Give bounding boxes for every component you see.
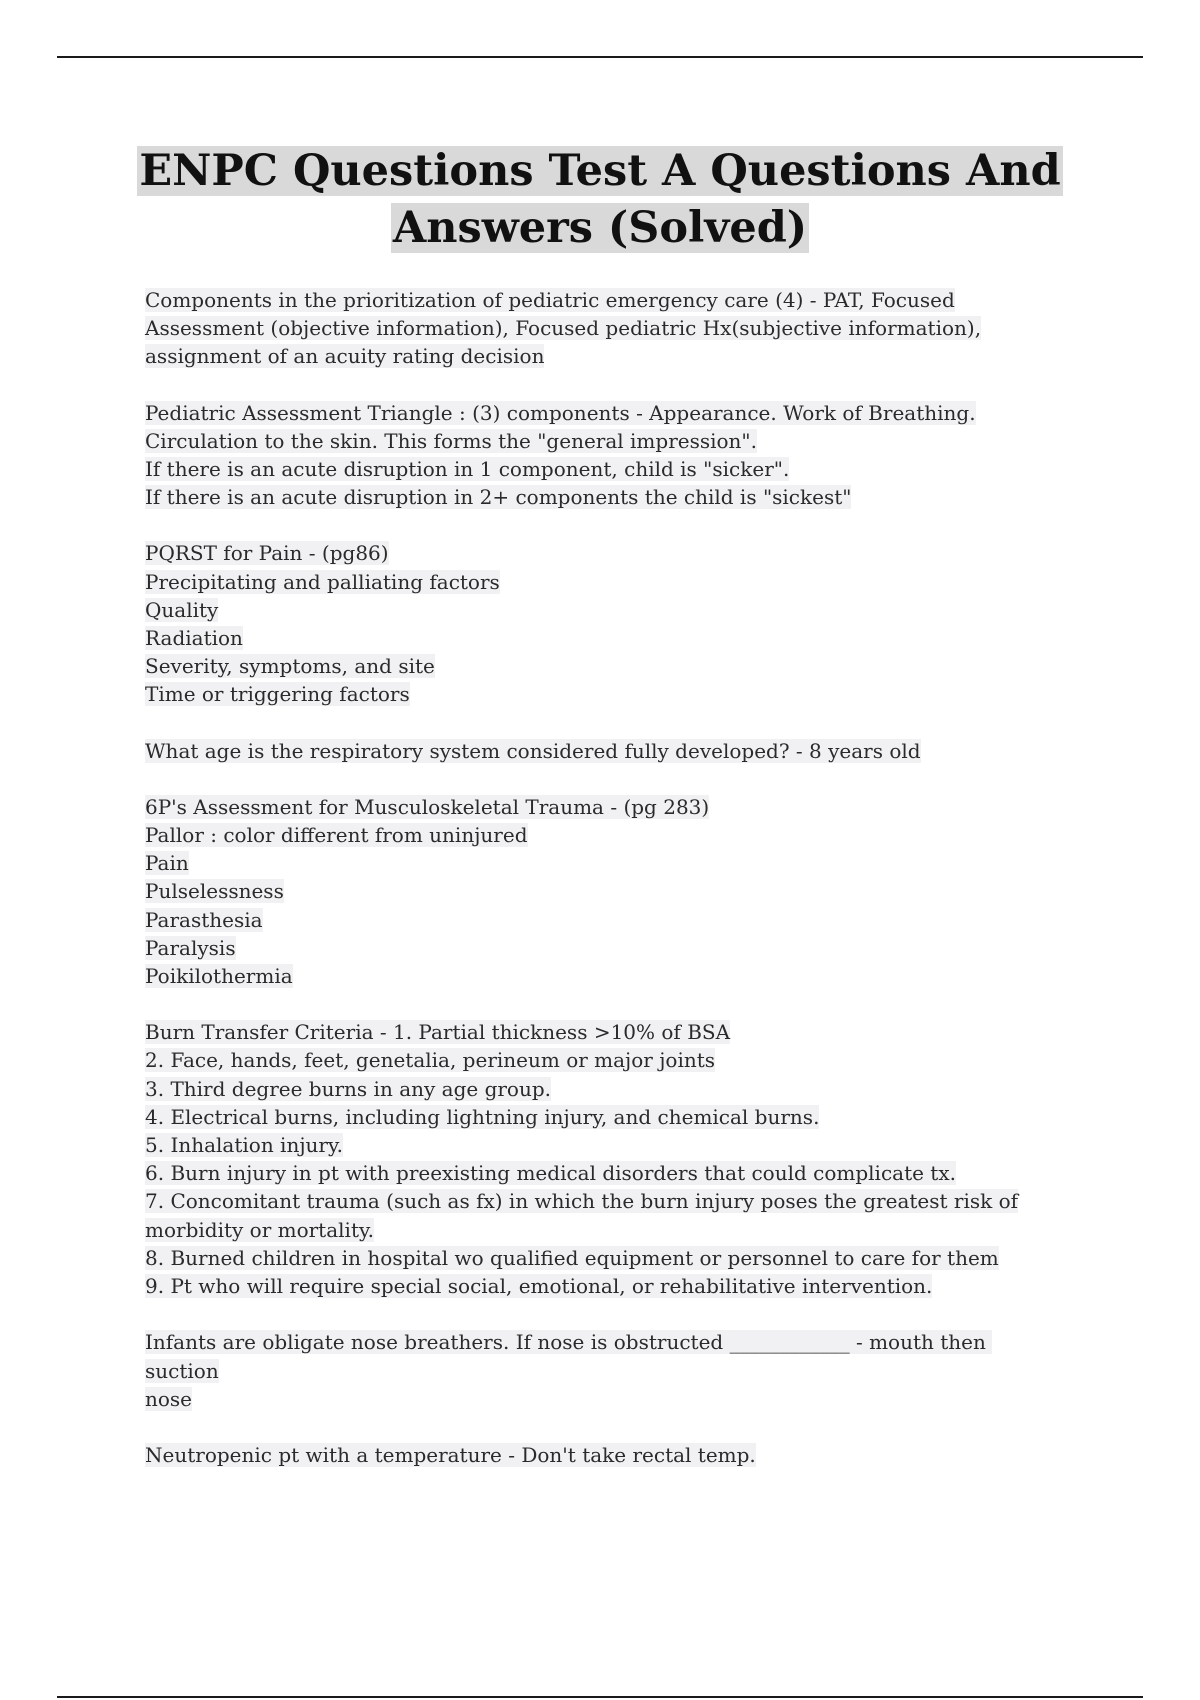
qa-line [145,877,1065,905]
qa-line-text: Burn Transfer Criteria - 1. Partial thickness >10% of BSA [145,1020,731,1045]
qa-line-text: Poikilothermia [145,964,293,989]
qa-line-text: If there is an acute disruption in 1 component, child is "sicker". [145,457,790,482]
qa-line-text: 8. Burned children in hospital wo qualified equipment or personnel to care for them [145,1245,999,1270]
qa-line [145,680,1065,708]
qa-line-text: Precipitating and palliating factors [145,569,500,594]
qa-line [145,483,1065,511]
qa-line-text: Circulation to the skin. This forms the "general impression". [145,428,757,453]
qa-line-text: What age is the respiratory system considered fully developed? - 8 years old [145,738,921,763]
qa-line [145,539,1065,567]
qa-entry [145,399,1065,512]
qa-line [145,793,1065,821]
qa-line [145,906,1065,934]
qa-line-text: Pulselessness [145,879,284,904]
qa-line [145,455,1065,483]
bottom-rule [57,1696,1143,1698]
qa-line-text: Quality [145,597,219,622]
qa-line [145,962,1065,990]
qa-line-text: 3. Third degree burns in any age group. [145,1076,552,1101]
qa-line [145,1216,1065,1244]
qa-line-text: 4. Electrical burns, including lightning injury, and chemical burns. [145,1104,820,1129]
qa-line [145,1385,1065,1413]
title-line-2: Answers (Solved) [392,203,808,253]
qa-line-text: 9. Pt who will require special social, emotional, or rehabilitative intervention. [145,1274,933,1299]
qa-line-text: Severity, symptoms, and site [145,654,435,679]
qa-line-text: 2. Face, hands, feet, genetalia, perineum or major joints [145,1048,716,1073]
qa-line-text: Radiation [145,626,243,651]
qa-line [145,1103,1065,1131]
qa-line [145,1131,1065,1159]
qa-line-text: Neutropenic pt with a temperature - Don't take rectal temp. [145,1442,756,1467]
qa-line [145,1159,1065,1187]
qa-line [145,737,1065,765]
qa-line [145,1244,1065,1272]
qa-line [145,849,1065,877]
qa-line-text: assignment of an acuity rating decision [145,344,545,369]
qa-line-text: morbidity or mortality. [145,1217,374,1242]
qa-line [145,314,1065,342]
question-answer-list [145,286,1065,1497]
qa-line [145,1441,1065,1469]
qa-line [145,1018,1065,1046]
qa-line-text: Pallor : color different from uninjured [145,823,528,848]
qa-line-text: 5. Inhalation injury. [145,1133,343,1158]
qa-entry [145,286,1065,371]
qa-line [145,1272,1065,1300]
qa-line [145,1075,1065,1103]
qa-line [145,596,1065,624]
qa-line-text: Components in the prioritization of pediatric emergency care (4) - PAT, Focused [145,288,955,312]
qa-line [145,1187,1065,1215]
page-title [100,143,1100,257]
qa-line [145,342,1065,370]
qa-entry [145,793,1065,990]
qa-line [145,934,1065,962]
qa-line-text: Pediatric Assessment Triangle : (3) components - Appearance. Work of Breathing. [145,400,976,425]
qa-line-text: Time or triggering factors [145,682,410,707]
qa-line-text: Pain [145,851,189,876]
qa-entry [145,539,1065,708]
qa-line [145,1328,1065,1384]
qa-entry [145,1328,1065,1413]
qa-line [145,568,1065,596]
qa-line-text: 6. Burn injury in pt with preexisting medical disorders that could complicate tx. [145,1161,956,1186]
qa-line-text: PQRST for Pain - (pg86) [145,541,389,566]
qa-line [145,286,1065,314]
qa-line-text: nose [145,1386,193,1411]
qa-line [145,427,1065,455]
qa-line-text: Infants are obligate nose breathers. If nose is obstructed ____________ - mouth then suction [145,1330,993,1383]
top-rule [57,56,1143,58]
qa-line-text: 6P's Assessment for Musculoskeletal Trauma - (pg 283) [145,794,710,819]
qa-entry [145,1018,1065,1300]
qa-line-text: Parasthesia [145,907,263,932]
qa-line [145,624,1065,652]
qa-line-text: Paralysis [145,935,236,960]
qa-line [145,1046,1065,1074]
qa-line-text: Assessment (objective information), Focused pediatric Hx(subjective information), [145,316,982,341]
qa-line-text: If there is an acute disruption in 2+ components the child is "sickest" [145,485,852,510]
qa-line-text: 7. Concomitant trauma (such as fx) in which the burn injury poses the greatest risk of [145,1189,1019,1214]
qa-entry [145,737,1065,765]
qa-line [145,652,1065,680]
title-line-1: ENPC Questions Test A Questions And [139,146,1061,196]
qa-entry [145,1441,1065,1469]
qa-line [145,821,1065,849]
qa-line [145,399,1065,427]
